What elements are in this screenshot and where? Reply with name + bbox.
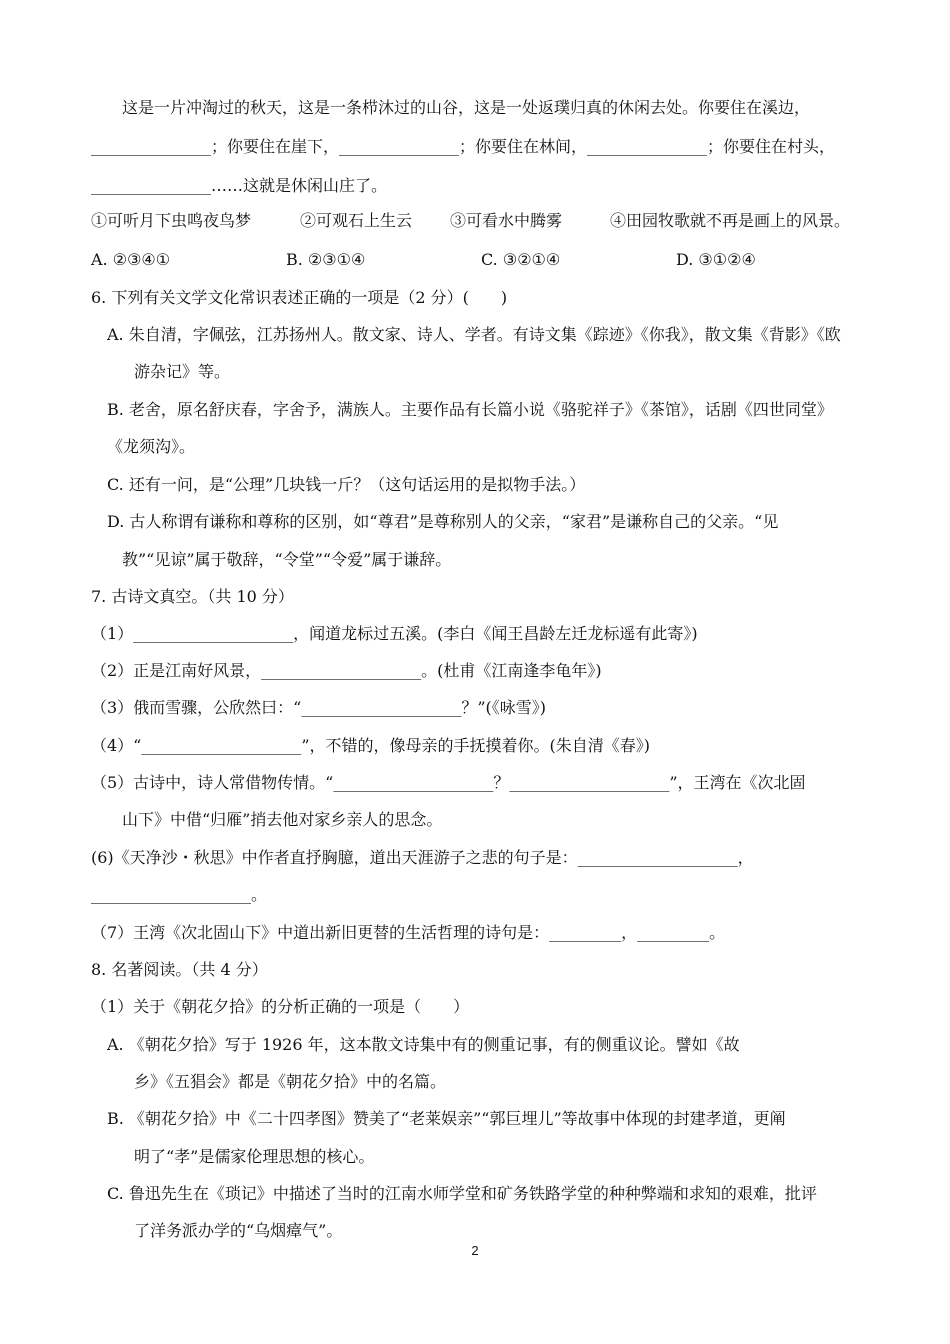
q7-line-3: （3）俄而雪骤，公欣然曰：“____________________？”(《咏雪》)	[91, 698, 547, 717]
q8-option-b-line1: B. 《朝花夕拾》中《二十四孝图》赞美了“老莱娱亲”“郭巨埋儿”等故事中体现的封建孝道，更阐	[107, 1109, 786, 1128]
q5-choice-a: A. ②③④①	[91, 250, 171, 269]
q7-line-6b: ____________________。	[91, 885, 268, 904]
q5-item-2: ②可观石上生云	[300, 211, 413, 230]
q6-option-b-line1: B. 老舍，原名舒庆春，字舍予，满族人。主要作品有长篇小说《骆驼祥子》《茶馆》，话剧《四世同堂》	[107, 400, 833, 419]
q8-option-a-line2: 乡》《五猖会》都是《朝花夕拾》中的名篇。	[134, 1072, 447, 1091]
q5-item-4: ④田园牧歌就不再是画上的风景。	[610, 211, 851, 230]
q6-option-d-line1: D. 古人称谓有谦称和尊称的区别，如“尊君”是尊称别人的父亲，“家君”是谦称自己的父亲。“见	[107, 512, 779, 531]
q7-line-1: （1）____________________，闻道龙标过五溪。(李白《闻王昌龄左迁龙标遥有此寄》)	[91, 624, 698, 643]
q6-option-a-line1: A. 朱自清，字佩弦，江苏扬州人。散文家、诗人、学者。有诗文集《踪迹》《你我》，散文集《背影》《欧	[107, 325, 841, 344]
q7-line-5b: 山下》中借“归雁”捎去他对家乡亲人的思念。	[122, 810, 443, 829]
q8-sub1: （1）关于《朝花夕拾》的分析正确的一项是（ ）	[91, 997, 470, 1016]
q6-stem: 6. 下列有关文学文化常识表述正确的一项是（2 分）( )	[91, 288, 508, 307]
page-number: 2	[471, 1243, 479, 1258]
q5-item-3: ③可看水中腾雾	[450, 211, 563, 230]
q8-option-a-line1: A. 《朝花夕拾》写于 1926 年，这本散文诗集中有的侧重记事，有的侧重议论。譬如《故	[107, 1035, 740, 1054]
q7-stem: 7. 古诗文真空。（共 10 分）	[91, 587, 294, 606]
q7-line-6a: (6)《天净沙・秋思》中作者直抒胸臆，道出天涯游子之悲的句子是：____________________，	[91, 848, 754, 867]
q8-option-c-line2: 了洋务派办学的“乌烟瘴气”。	[134, 1221, 343, 1240]
q8-option-b-line2: 明了“孝”是儒家伦理思想的核心。	[134, 1147, 375, 1166]
q5-choice-c: C. ③②①④	[481, 250, 561, 269]
q6-option-c-line1: C. 还有一问，是“公理”几块钱一斤？（这句话运用的是拟物手法。）	[107, 475, 586, 494]
q6-option-a-line2: 游杂记》等。	[134, 362, 231, 381]
q8-option-c-line1: C. 鲁迅先生在《琐记》中描述了当时的江南水师学堂和矿务铁路学堂的种种弊端和求知的艰难，批评	[107, 1184, 817, 1203]
q5-passage-line2: _______________；你要住在崖下，_______________；你要住在林间，_______________；你要住在村头，	[91, 137, 836, 156]
q5-passage-line1: 这是一片冲淘过的秋天，这是一条栉沐过的山谷，这是一处返璞归真的休闲去处。你要住在溪边，	[122, 98, 811, 117]
q5-choice-d: D. ③①②④	[676, 250, 756, 269]
q6-option-d-line2: 教”“见谅”属于敬辞，“令堂”“令爱”属于谦辞。	[122, 550, 452, 569]
q5-passage-line3: _______________……这就是休闲山庄了。	[91, 176, 388, 195]
q5-item-1: ①可听月下虫鸣夜鸟梦	[91, 211, 252, 230]
q8-stem: 8. 名著阅读。（共 4 分）	[91, 960, 268, 979]
q7-line-2: （2）正是江南好风景，____________________。(杜甫《江南逢李龟年》)	[91, 661, 602, 680]
q5-choice-b: B. ②③①④	[286, 250, 366, 269]
q7-line-4: （4）“____________________”，不错的，像母亲的手抚摸着你。(朱自清《春》)	[91, 736, 651, 755]
q7-line-7: （7）王湾《次北固山下》中道出新旧更替的生活哲理的诗句是：_________，_________。	[91, 923, 726, 942]
q6-option-b-line2: 《龙须沟》。	[107, 437, 196, 456]
q7-line-5a: （5）古诗中，诗人常借物传情。“____________________？____________________”，王湾在《次北固	[91, 773, 806, 792]
